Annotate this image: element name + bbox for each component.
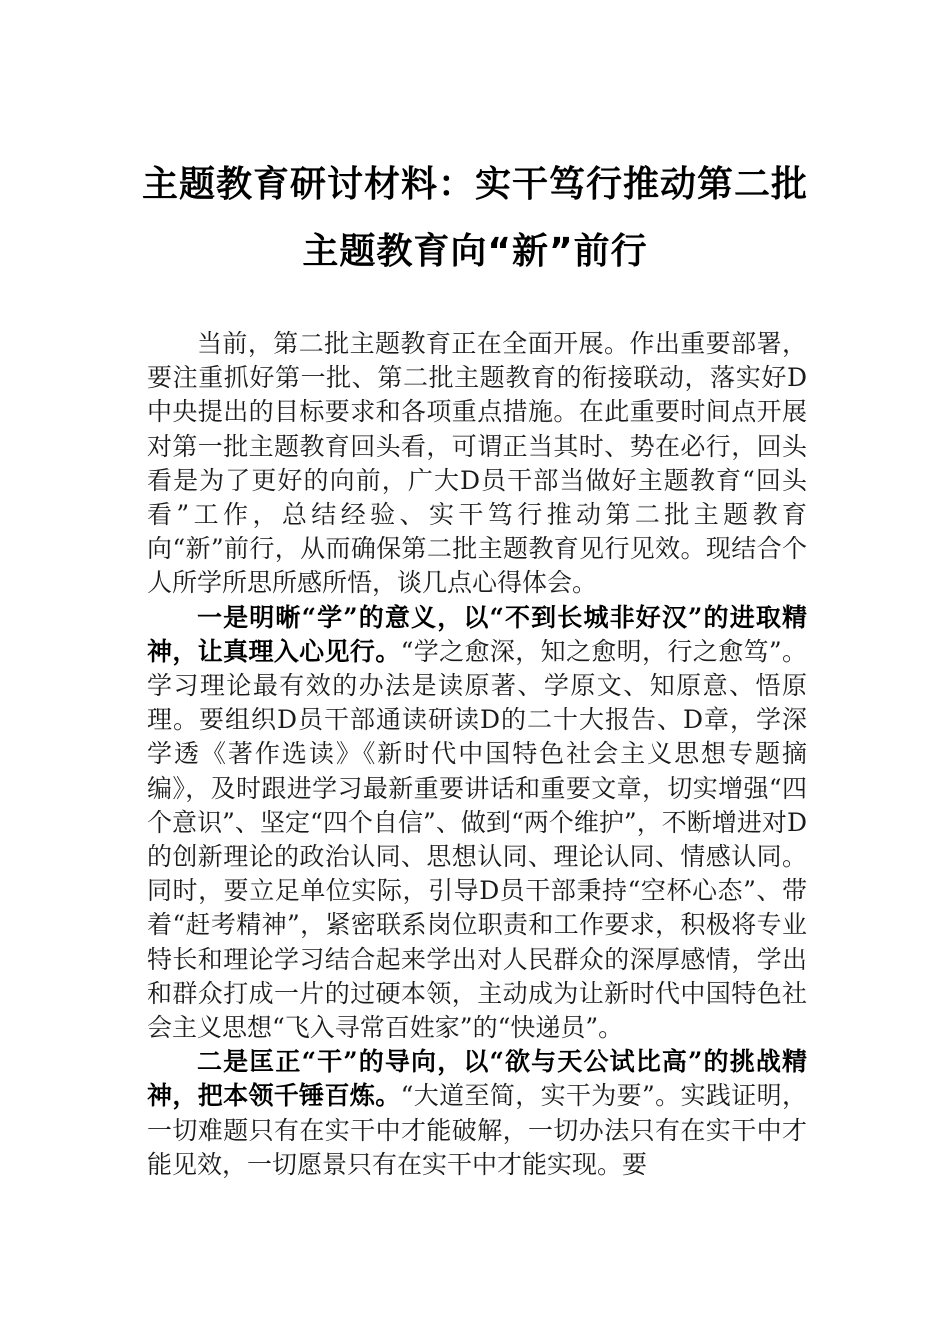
paragraph-point-two bbox=[147, 1045, 807, 1182]
paragraph-point-two-heading: 二是匡正“干”的导向，以“欲与天公试比高”的挑战精神，把本领千锤百炼。 bbox=[147, 1047, 807, 1111]
paragraph-intro bbox=[147, 327, 807, 601]
paragraph-point-two-text: “大道至简，实干为要”。实践证明，一切难题只有在实干中才能破解，一切办法只有在实干中才能见效，一切愿景只有在实干中才能实现。要 bbox=[147, 1081, 807, 1179]
paragraph-intro-text: 当前，第二批主题教育正在全面开展。作出重要部署，要注重抓好第一批、第二批主题教育的衔接联动，落实好D中央提出的目标要求和各项重点措施。在此重要时间点开展对第一批主题教育回头看，可谓正当其时、势在必行，回头看是为了更好的向前，广大D员干部当做好主题教育“回头看”工作，总结经验、实干笃行推动第二批主题教育向“新”前行，从而确保第二批主题教育见行见效。现结合个人所学所思所感所悟，谈几点心得体会。 bbox=[147, 329, 807, 598]
paragraph-point-one-heading: 一是明晰“学”的意义，以“不到长城非好汉”的进取精神，让真理入心见行。 bbox=[147, 602, 807, 666]
paragraph-point-one-text: “学之愈深，知之愈明，行之愈笃”。学习理论最有效的办法是读原著、学原文、知原意、悟原理。要组织D员干部通读研读D的二十大报告、D章，学深学透《著作选读》《新时代中国特色社会主义思想专题摘编》，及时跟进学习最新重要讲话和重要文章，切实增强“四个意识”、坚定“四个自信”、做到“两个维护”，不断增进对D的创新理论的政治认同、思想认同、理论认同、情感认同。同时，要立足单位实际，引导D员干部秉持“空杯心态”、带着“赶考精神”，紧密联系岗位职责和工作要求，积极将专业特长和理论学习结合起来学出对人民群众的深厚感情，学出和群众打成一片的过硬本领，主动成为让新时代中国特色社会主义思想“飞入寻常百姓家”的“快递员”。 bbox=[147, 636, 807, 1043]
document-title-line-1: 主题教育研讨材料：实干笃行推动第二批 bbox=[141, 164, 808, 205]
paragraph-point-one bbox=[147, 601, 807, 1046]
document-body bbox=[147, 327, 807, 1182]
document-title-line-2: 主题教育向“新”前行 bbox=[302, 231, 648, 272]
